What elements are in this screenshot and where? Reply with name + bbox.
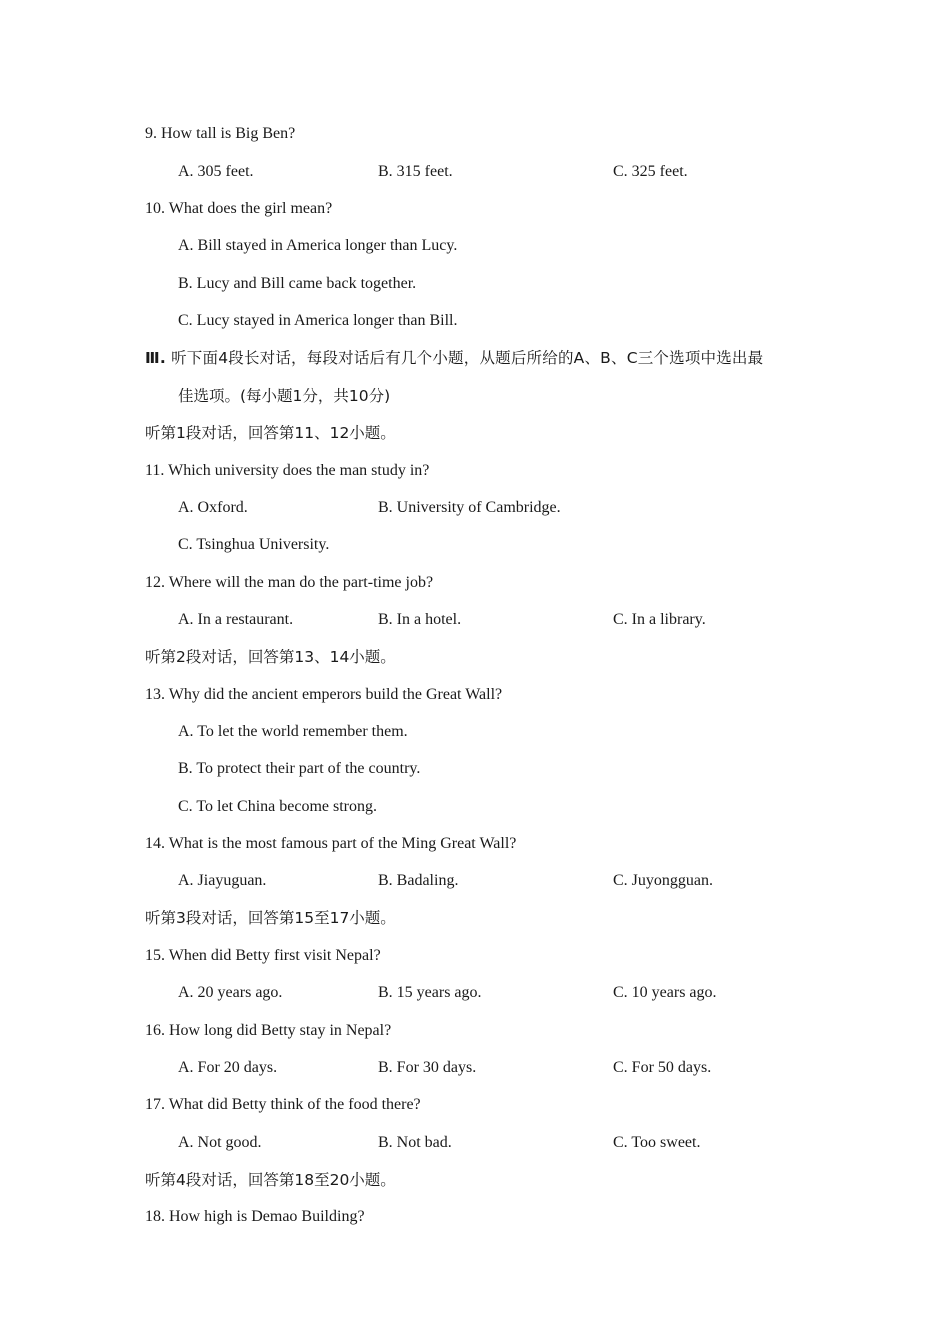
- q12-option-c: C. In a library.: [613, 611, 706, 628]
- q11-option-a: A. Oxford.: [178, 499, 248, 516]
- q17-option-b: B. Not bad.: [378, 1134, 452, 1151]
- question-18: 18. How high is Demao Building?: [145, 1208, 365, 1225]
- question-16: 16. How long did Betty stay in Nepal?: [145, 1022, 392, 1039]
- q11-option-c: C. Tsinghua University.: [178, 536, 330, 553]
- q15-option-b: B. 15 years ago.: [378, 984, 482, 1001]
- q9-option-a: A. 305 feet.: [178, 163, 254, 180]
- q16-option-a: A. For 20 days.: [178, 1059, 278, 1076]
- q15-option-c: C. 10 years ago.: [613, 984, 717, 1001]
- dialog-1-heading: 听第1段对话，回答第11、12小题。: [145, 424, 396, 442]
- q9-option-b: B. 315 feet.: [378, 163, 453, 180]
- q9-option-c: C. 325 feet.: [613, 163, 688, 180]
- dialog-2-heading: 听第2段对话，回答第13、14小题。: [145, 648, 396, 666]
- question-17: 17. What did Betty think of the food there?: [145, 1096, 421, 1113]
- q11-option-b: B. University of Cambridge.: [378, 499, 561, 516]
- question-11: 11. Which university does the man study in?: [145, 462, 430, 479]
- q10-option-b: B. Lucy and Bill came back together.: [178, 275, 417, 292]
- q13-option-b: B. To protect their part of the country.: [178, 760, 421, 777]
- q13-option-a: A. To let the world remember them.: [178, 723, 408, 740]
- q12-option-a: A. In a restaurant.: [178, 611, 294, 628]
- question-9: 9. How tall is Big Ben?: [145, 125, 296, 142]
- section-3-numeral: Ⅲ.: [145, 349, 166, 367]
- q16-option-b: B. For 30 days.: [378, 1059, 477, 1076]
- question-12: 12. Where will the man do the part-time job?: [145, 574, 434, 591]
- q14-option-c: C. Juyongguan.: [613, 872, 713, 889]
- q15-option-a: A. 20 years ago.: [178, 984, 283, 1001]
- q10-option-a: A. Bill stayed in America longer than Lucy.: [178, 237, 458, 254]
- q17-option-c: C. Too sweet.: [613, 1134, 701, 1151]
- q16-option-c: C. For 50 days.: [613, 1059, 712, 1076]
- q17-option-a: A. Not good.: [178, 1134, 262, 1151]
- section-3-instruction-line1: 听下面4段长对话，每段对话后有几个小题，从题后所给的A、B、C三个选项中选出最: [171, 349, 764, 367]
- dialog-4-heading: 听第4段对话，回答第18至20小题。: [145, 1171, 396, 1189]
- q14-option-b: B. Badaling.: [378, 872, 459, 889]
- question-15: 15. When did Betty first visit Nepal?: [145, 947, 381, 964]
- question-10: 10. What does the girl mean?: [145, 200, 333, 217]
- section-3-heading: [145, 348, 763, 368]
- section-3-instruction-line2: 佳选项。(每小题1分，共10分): [178, 387, 391, 405]
- q13-option-c: C. To let China become strong.: [178, 798, 377, 815]
- question-13: 13. Why did the ancient emperors build the Great Wall?: [145, 686, 503, 703]
- q10-option-c: C. Lucy stayed in America longer than Bill.: [178, 312, 458, 329]
- question-14: 14. What is the most famous part of the Ming Great Wall?: [145, 835, 517, 852]
- q12-option-b: B. In a hotel.: [378, 611, 462, 628]
- q14-option-a: A. Jiayuguan.: [178, 872, 267, 889]
- dialog-3-heading: 听第3段对话，回答第15至17小题。: [145, 909, 396, 927]
